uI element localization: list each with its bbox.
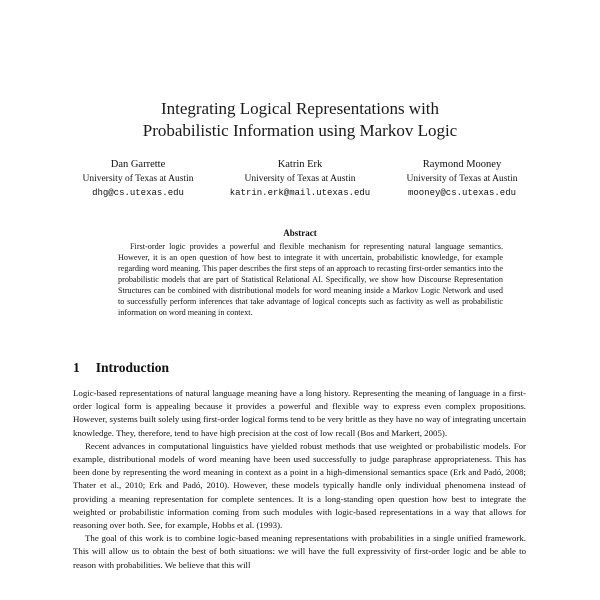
paragraph: Recent advances in computational linguistics have yielded robust methods that use weighted or probabilistic models. For example, distributional models of word meaning have been used successfully to judge paraphrase appropriateness. This has been done by representing the word meaning in context as a point in a high-dimensional semantics space (Erk and Padó, 2008; Thater et al., 2010; Erk and Padó, 2010). However, these models typically handle only individual phenomena instead of providing a meaning representation for complete sentences. It is a long-standing open question how best to integrate the weighted or probabilistic information coming from such modules with logic-based representations in a way that allows for reasoning over both. See, for example, Hobbs et al. (1993). [73,440,526,531]
author-1 [48,158,228,200]
author-2 [210,158,390,200]
author-3 [372,158,552,200]
section-number: 1 [73,360,80,375]
author-affiliation: University of Texas at Austin [406,174,518,184]
paragraph: The goal of this work is to combine logic-based meaning representations with probabilities in a single unified framework. This will allow us to obtain the best of both situations: we will have the full expressivity of first-order logic and be able to reason with probabilities. We believe that this will [73,533,526,570]
title-line-1: Integrating Logical Representations with [160,99,440,118]
title-line-2: Probabilistic Information using Markov Logic [142,121,458,140]
author-email[interactable]: dhg@cs.utexas.edu [92,188,184,198]
author-email[interactable]: katrin.erk@mail.utexas.edu [229,188,371,198]
author-affiliation: University of Texas at Austin [82,174,194,184]
author-affiliation: University of Texas at Austin [244,174,356,184]
section-title: Introduction [95,360,170,375]
author-name: Dan Garrette [110,159,166,170]
paragraph: Logic-based representations of natural language meaning have a long history. Representing the meaning of language in a first-order logical form is appealing because it provides a powerful and flexible way to express even complex propositions. However, systems built solely using first-order logical forms tend to be very brittle as they have no way of integrating uncertain knowledge. They, therefore, tend to have high precision at the cost of low recall (Bos and Markert, 2005). [73,388,526,438]
section-heading [73,360,169,376]
section-body [73,387,526,572]
paper-title [0,98,600,142]
author-name: Raymond Mooney [422,159,502,170]
abstract-heading: Abstract [283,228,317,238]
abstract-text: First-order logic provides a powerful and flexible mechanism for representing natural language semantics. However, it is an open question of how best to integrate it with uncertain, probabilistic knowledge, for example regarding word meaning. This paper describes the first steps of an approach to recasting first-order semantics into the probabilistic models that are part of Statistical Relational AI. Specifically, we show how Discourse Representation Structures can be combined with distributional models for word meaning inside a Markov Logic Network and used to successfully perform inferences that take advantage of logical concepts such as factivity as well as probabilistic information on word meaning in context. [118,242,503,317]
author-name: Katrin Erk [277,159,323,170]
author-email[interactable]: mooney@cs.utexas.edu [407,188,517,198]
